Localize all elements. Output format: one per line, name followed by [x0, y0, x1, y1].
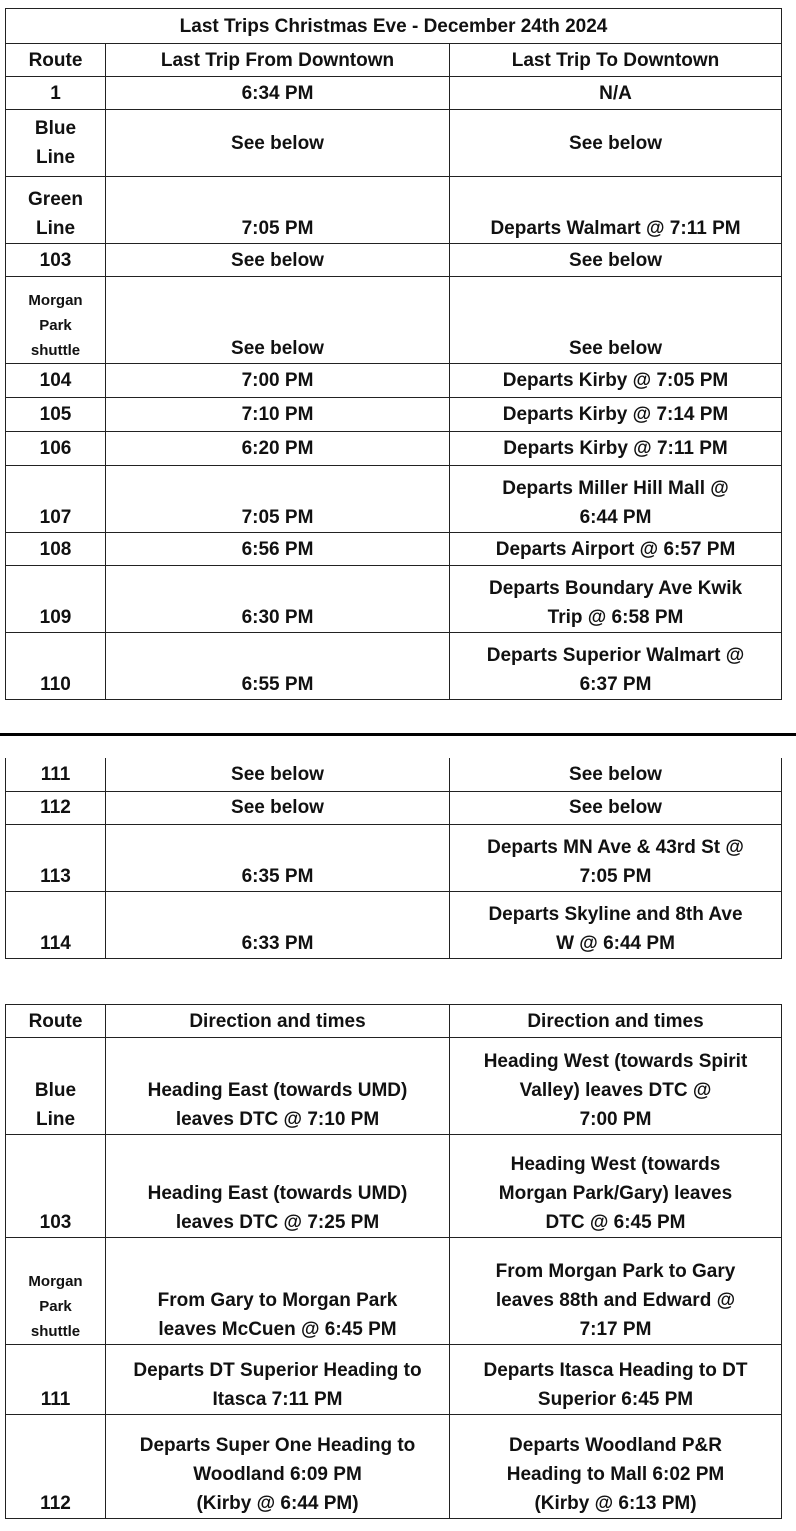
route-cell: 105: [6, 398, 106, 432]
table-row: [6, 110, 782, 177]
table-row: [6, 1415, 782, 1519]
from-downtown-cell: See below: [106, 110, 450, 177]
route-cell: Green Line: [6, 177, 106, 244]
header-from-downtown: Last Trip From Downtown: [106, 44, 450, 77]
route-cell: 111: [6, 1345, 106, 1415]
direction-cell: Departs Woodland P&R Heading to Mall 6:02 PM (Kirby @ 6:13 PM): [450, 1415, 782, 1519]
direction-cell: Heading East (towards UMD) leaves DTC @ 7:10 PM: [106, 1038, 450, 1135]
route-cell: 107: [6, 466, 106, 533]
table-row: [6, 1345, 782, 1415]
direction-cell: From Gary to Morgan Park leaves McCuen @ 6:45 PM: [106, 1238, 450, 1345]
last-trips-table: [5, 8, 782, 700]
to-downtown-cell: See below: [450, 758, 782, 791]
direction-cell: Departs Itasca Heading to DT Superior 6:45 PM: [450, 1345, 782, 1415]
route-cell: Morgan Park shuttle: [6, 1238, 106, 1345]
from-downtown-cell: 6:33 PM: [106, 891, 450, 958]
direction-cell: Heading East (towards UMD) leaves DTC @ 7:25 PM: [106, 1135, 450, 1238]
to-downtown-cell: Departs Kirby @ 7:05 PM: [450, 364, 782, 398]
header-route: Route: [6, 44, 106, 77]
from-downtown-cell: See below: [106, 791, 450, 824]
table-row: [6, 177, 782, 244]
to-downtown-cell: Departs Skyline and 8th Ave W @ 6:44 PM: [450, 891, 782, 958]
table-row: [6, 398, 782, 432]
header-to-downtown: Last Trip To Downtown: [450, 44, 782, 77]
table-row: [6, 466, 782, 533]
route-cell: 112: [6, 1415, 106, 1519]
route-cell: Blue Line: [6, 110, 106, 177]
from-downtown-cell: 6:34 PM: [106, 77, 450, 110]
from-downtown-cell: 7:00 PM: [106, 364, 450, 398]
table-row: [6, 566, 782, 633]
direction-cell: Departs DT Superior Heading to Itasca 7:11 PM: [106, 1345, 450, 1415]
route-cell: 109: [6, 566, 106, 633]
route-cell: 114: [6, 891, 106, 958]
to-downtown-cell: N/A: [450, 77, 782, 110]
table-row: [6, 1038, 782, 1135]
to-downtown-cell: Departs Superior Walmart @ 6:37 PM: [450, 633, 782, 700]
from-downtown-cell: 7:05 PM: [106, 466, 450, 533]
to-downtown-cell: Departs Kirby @ 7:14 PM: [450, 398, 782, 432]
table-row: [6, 364, 782, 398]
to-downtown-cell: Departs Kirby @ 7:11 PM: [450, 432, 782, 466]
header-route: Route: [6, 1005, 106, 1038]
route-cell: 106: [6, 432, 106, 466]
route-cell: 113: [6, 824, 106, 891]
from-downtown-cell: 6:20 PM: [106, 432, 450, 466]
table-row: [6, 77, 782, 110]
from-downtown-cell: 7:05 PM: [106, 177, 450, 244]
to-downtown-cell: Departs Airport @ 6:57 PM: [450, 533, 782, 566]
table-row: [6, 791, 782, 824]
route-cell: 1: [6, 77, 106, 110]
from-downtown-cell: See below: [106, 758, 450, 791]
header-row: [6, 44, 782, 77]
to-downtown-cell: See below: [450, 110, 782, 177]
from-downtown-cell: 6:35 PM: [106, 824, 450, 891]
table-row: [6, 891, 782, 958]
route-cell: 103: [6, 1135, 106, 1238]
to-downtown-cell: See below: [450, 791, 782, 824]
to-downtown-cell: Departs MN Ave & 43rd St @ 7:05 PM: [450, 824, 782, 891]
route-cell: 103: [6, 244, 106, 277]
from-downtown-cell: See below: [106, 244, 450, 277]
direction-cell: From Morgan Park to Gary leaves 88th and Edward @ 7:17 PM: [450, 1238, 782, 1345]
route-cell: 111: [6, 758, 106, 791]
table-row: [6, 1135, 782, 1238]
route-cell: 108: [6, 533, 106, 566]
direction-cell: Heading West (towards Morgan Park/Gary) leaves DTC @ 6:45 PM: [450, 1135, 782, 1238]
last-trips-continued-table: [5, 758, 782, 959]
table-row: [6, 244, 782, 277]
table-row: [6, 533, 782, 566]
header-row: [6, 1005, 782, 1038]
from-downtown-cell: 6:30 PM: [106, 566, 450, 633]
to-downtown-cell: Departs Miller Hill Mall @ 6:44 PM: [450, 466, 782, 533]
direction-times-table: [5, 1004, 782, 1519]
from-downtown-cell: 6:56 PM: [106, 533, 450, 566]
to-downtown-cell: See below: [450, 277, 782, 364]
from-downtown-cell: 6:55 PM: [106, 633, 450, 700]
table-row: [6, 758, 782, 791]
route-cell: 110: [6, 633, 106, 700]
table-row: [6, 1238, 782, 1345]
direction-cell: Departs Super One Heading to Woodland 6:09 PM (Kirby @ 6:44 PM): [106, 1415, 450, 1519]
header-direction-1: Direction and times: [106, 1005, 450, 1038]
table-row: [6, 432, 782, 466]
to-downtown-cell: Departs Boundary Ave Kwik Trip @ 6:58 PM: [450, 566, 782, 633]
from-downtown-cell: 7:10 PM: [106, 398, 450, 432]
direction-cell: Heading West (towards Spirit Valley) leaves DTC @ 7:00 PM: [450, 1038, 782, 1135]
to-downtown-cell: Departs Walmart @ 7:11 PM: [450, 177, 782, 244]
header-direction-2: Direction and times: [450, 1005, 782, 1038]
route-cell: Blue Line: [6, 1038, 106, 1135]
route-cell: 104: [6, 364, 106, 398]
route-cell: Morgan Park shuttle: [6, 277, 106, 364]
route-cell: 112: [6, 791, 106, 824]
from-downtown-cell: See below: [106, 277, 450, 364]
table-row: [6, 633, 782, 700]
table-row: [6, 277, 782, 364]
table-title: Last Trips Christmas Eve - December 24th 2024: [6, 9, 782, 44]
page-break-divider: [0, 733, 796, 736]
table-row: [6, 824, 782, 891]
to-downtown-cell: See below: [450, 244, 782, 277]
